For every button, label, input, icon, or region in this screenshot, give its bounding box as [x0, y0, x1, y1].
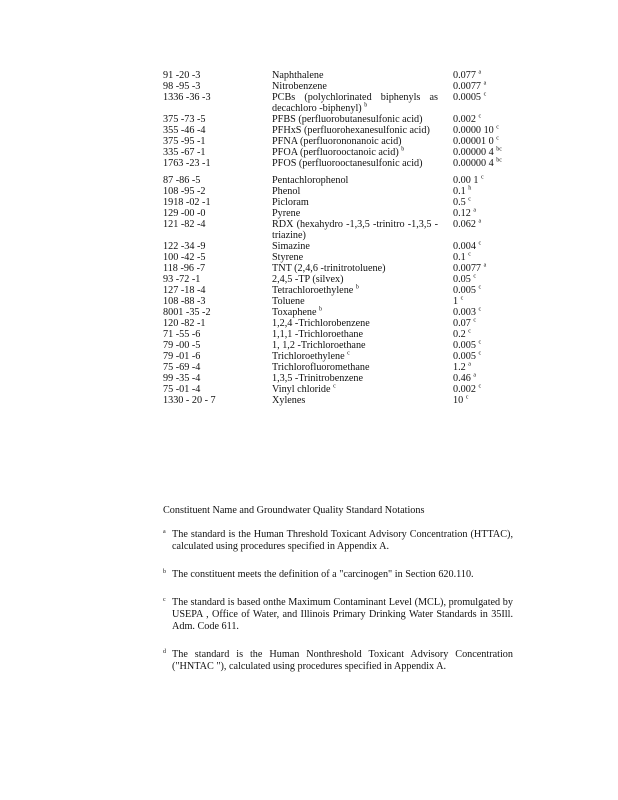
- notation-item: [163, 649, 513, 673]
- standard-value-text: 0.005: [453, 340, 476, 351]
- table-row: [163, 175, 523, 186]
- table-row: [163, 263, 523, 274]
- constituent-name: [272, 114, 438, 125]
- table-row: [163, 351, 523, 362]
- value-footnote-mark: c: [473, 317, 477, 324]
- standard-value-text: 0.0000 10: [453, 125, 494, 136]
- standard-value: [453, 384, 528, 395]
- table-row: [163, 340, 523, 351]
- table-row: [163, 285, 523, 296]
- cas-number: 355 -46 -4: [163, 125, 206, 136]
- constituent-name: [272, 318, 438, 329]
- standard-value-text: 0.077: [453, 70, 476, 81]
- constituent-name-text: Nitrobenzene: [272, 81, 327, 92]
- standard-value: [453, 296, 528, 307]
- standard-value: [453, 114, 528, 125]
- standard-value-text: 10: [453, 395, 464, 406]
- standard-value-text: 0.062: [453, 219, 476, 230]
- standard-value: [453, 70, 528, 81]
- notation-text: The standard is the Human Nonthreshold Toxicant Advisory Concentration ("HNTAC "), calculated using procedures specified in Appendix A.: [172, 649, 513, 672]
- value-footnote-mark: c: [483, 91, 487, 98]
- cas-number: 8001 -35 -2: [163, 307, 211, 318]
- table-row: [163, 241, 523, 252]
- constituent-name-text: 1, 1,2 -Trichloroethane: [272, 340, 366, 351]
- table-row: [163, 395, 523, 406]
- standard-value: [453, 263, 528, 274]
- constituent-name-text: Xylenes: [272, 395, 306, 406]
- table-row: [163, 373, 523, 384]
- standard-value-text: 0.004: [453, 241, 476, 252]
- constituent-name: [272, 70, 438, 81]
- value-footnote-mark: a: [478, 218, 482, 225]
- cas-number: 75 -01 -4: [163, 384, 201, 395]
- cas-number: 335 -67 -1: [163, 147, 206, 158]
- standard-value-text: 0.1: [453, 252, 466, 263]
- value-footnote-mark: c: [478, 339, 482, 346]
- standard-value-text: 0.0077: [453, 263, 482, 274]
- table-row: [163, 158, 523, 169]
- standard-value-text: 0.5: [453, 197, 466, 208]
- name-footnote-mark: c: [333, 383, 336, 390]
- constituent-name-text: Trichloroethylene: [272, 351, 345, 362]
- cas-number: 99 -35 -4: [163, 373, 201, 384]
- name-footnote-mark: c: [347, 350, 350, 357]
- standard-value-text: 0.005: [453, 285, 476, 296]
- notation-text: The standard is based onthe Maximum Contaminant Level (MCL), promulgated by USEPA , Office of Water, and Illinois Primary Drinking Water Standards in 35Ill. Adm. Code 611.: [172, 597, 513, 632]
- constituent-name: [272, 158, 438, 169]
- constituent-name: [272, 147, 438, 158]
- constituent-name: [272, 241, 438, 252]
- constituent-name: [272, 252, 438, 263]
- standard-value: [453, 219, 528, 230]
- standard-value-text: 0.0005: [453, 92, 482, 103]
- constituent-name-text: 2,4,5 -TP (silvex): [272, 274, 344, 285]
- standard-value-text: 0.12: [453, 208, 471, 219]
- constituent-name: [272, 395, 438, 406]
- constituent-name: [272, 175, 438, 186]
- constituent-name-text: 1,2,4 -Trichlorobenzene: [272, 318, 370, 329]
- constituent-name-text: TNT (2,4,6 -trinitrotoluene): [272, 263, 386, 274]
- standard-value: [453, 318, 528, 329]
- constituent-name: [272, 329, 438, 340]
- notation-text: The standard is the Human Threshold Toxicant Advisory Concentration (HTTAC), calculated using procedures specified in Appendix A.: [172, 529, 513, 552]
- value-footnote-mark: c: [465, 394, 469, 401]
- cas-number: 1336 -36 -3: [163, 92, 211, 103]
- value-footnote-mark: bc: [496, 146, 502, 153]
- standard-value: [453, 125, 528, 136]
- table-row: [163, 307, 523, 318]
- cas-number: 118 -96 -7: [163, 263, 206, 274]
- table-row: [163, 197, 523, 208]
- standard-value-text: 0.46: [453, 373, 471, 384]
- standard-value-text: 0.2: [453, 329, 466, 340]
- value-footnote-mark: a: [483, 80, 487, 87]
- standard-value: [453, 147, 528, 158]
- constituent-name: [272, 351, 438, 362]
- constituent-name-text: RDX (hexahydro -1,3,5 -trinitro -1,3,5 -triazine): [272, 219, 438, 241]
- cas-number: 129 -00 -0: [163, 208, 206, 219]
- name-footnote-mark: b: [401, 146, 405, 153]
- table-row: [163, 136, 523, 147]
- standard-value-text: 1: [453, 296, 459, 307]
- notation-item: [163, 597, 513, 633]
- name-footnote-mark: b: [355, 284, 359, 291]
- constituent-name-text: Trichlorofluoromethane: [272, 362, 370, 373]
- table-row: [163, 296, 523, 307]
- standard-value: [453, 197, 528, 208]
- standard-value: [453, 373, 528, 384]
- value-footnote-mark: c: [478, 306, 482, 313]
- table-row: [163, 147, 523, 158]
- standard-value: [453, 329, 528, 340]
- constituent-name: [272, 186, 438, 197]
- cas-number: 79 -00 -5: [163, 340, 201, 351]
- constituent-name: [272, 208, 438, 219]
- standard-value: [453, 136, 528, 147]
- constituent-name-text: Phenol: [272, 186, 301, 197]
- value-footnote-mark: h: [468, 185, 472, 192]
- value-footnote-mark: c: [478, 383, 482, 390]
- value-footnote-mark: c: [473, 273, 477, 280]
- cas-number: 120 -82 -1: [163, 318, 206, 329]
- standard-value-text: 0.002: [453, 114, 476, 125]
- constituent-name: [272, 81, 438, 92]
- cas-number: 93 -72 -1: [163, 274, 201, 285]
- value-footnote-mark: a: [483, 262, 487, 269]
- constituent-name-text: Tetrachloroethylene: [272, 285, 354, 296]
- constituent-name: [272, 219, 438, 241]
- table-row: [163, 70, 523, 81]
- constituent-name-text: Picloram: [272, 197, 309, 208]
- table-row: [163, 329, 523, 340]
- standard-value-text: 0.1: [453, 186, 466, 197]
- table-row: [163, 208, 523, 219]
- standard-value: [453, 362, 528, 373]
- value-footnote-mark: c: [460, 295, 464, 302]
- standard-value: [453, 81, 528, 92]
- constituent-name: [272, 307, 438, 318]
- constituent-name-text: PCBs (polychlorinated biphenyls as decachloro -biphenyl): [272, 92, 438, 114]
- notation-item: [163, 569, 513, 581]
- constituent-name: [272, 92, 438, 114]
- table-row: [163, 252, 523, 263]
- standard-value: [453, 158, 528, 169]
- constituent-name: [272, 340, 438, 351]
- cas-number: 127 -18 -4: [163, 285, 206, 296]
- cas-number: 98 -95 -3: [163, 81, 201, 92]
- cas-number: 1763 -23 -1: [163, 158, 211, 169]
- cas-number: 375 -95 -1: [163, 136, 206, 147]
- table-row: [163, 362, 523, 373]
- standard-value: [453, 92, 528, 103]
- table-row: [163, 92, 523, 114]
- standard-value: [453, 208, 528, 219]
- notation-mark: d: [163, 649, 166, 655]
- standard-value: [453, 274, 528, 285]
- standard-value: [453, 252, 528, 263]
- constituent-name-text: PFHxS (perfluorohexanesulfonic acid): [272, 125, 430, 136]
- value-footnote-mark: c: [478, 350, 482, 357]
- table-row: [163, 81, 523, 92]
- constituent-name-text: Vinyl chloride: [272, 384, 331, 395]
- cas-number: 108 -88 -3: [163, 296, 206, 307]
- cas-number: 71 -55 -6: [163, 329, 201, 340]
- notations-section: [163, 505, 513, 689]
- value-footnote-mark: c: [478, 240, 482, 247]
- constituent-name: [272, 197, 438, 208]
- constituent-name-text: Pentachlorophenol: [272, 175, 349, 186]
- constituent-name-text: Toxaphene: [272, 307, 317, 318]
- standard-value: [453, 307, 528, 318]
- value-footnote-mark: c: [478, 113, 482, 120]
- value-footnote-mark: c: [478, 284, 482, 291]
- constituent-name: [272, 296, 438, 307]
- cas-number: 100 -42 -5: [163, 252, 206, 263]
- cas-number: 79 -01 -6: [163, 351, 201, 362]
- constituent-name: [272, 263, 438, 274]
- cas-number: 122 -34 -9: [163, 241, 206, 252]
- constituent-name: [272, 373, 438, 384]
- value-footnote-mark: a: [478, 69, 482, 76]
- standard-value: [453, 395, 528, 406]
- value-footnote-mark: c: [481, 174, 484, 181]
- value-footnote-mark: a: [473, 372, 477, 379]
- constituent-name: [272, 384, 438, 395]
- value-footnote-mark: c: [468, 328, 471, 335]
- table-row: [163, 318, 523, 329]
- constituent-name-text: Styrene: [272, 252, 304, 263]
- notation-mark: a: [163, 529, 166, 535]
- constituent-name-text: Pyrene: [272, 208, 301, 219]
- notations-heading: Constituent Name and Groundwater Quality Standard Notations: [163, 505, 425, 516]
- cas-number: 108 -95 -2: [163, 186, 206, 197]
- constituent-name-text: Simazine: [272, 241, 310, 252]
- table-row: [163, 384, 523, 395]
- cas-number: 91 -20 -3: [163, 70, 201, 81]
- standard-value-text: 0.00001 0: [453, 136, 494, 147]
- standard-value-text: 0.07: [453, 318, 471, 329]
- standard-value: [453, 186, 528, 197]
- table-row: [163, 219, 523, 241]
- value-footnote-mark: c: [496, 135, 499, 142]
- notation-mark: b: [163, 569, 166, 575]
- notations-list: [163, 529, 513, 673]
- notation-mark: c: [163, 597, 166, 603]
- standard-value: [453, 175, 528, 186]
- constituent-name-text: 1,1,1 -Trichloroethane: [272, 329, 364, 340]
- cas-number: 1918 -02 -1: [163, 197, 211, 208]
- table-row: [163, 274, 523, 285]
- table-row: [163, 114, 523, 125]
- cas-number: 75 -69 -4: [163, 362, 201, 373]
- standard-value-text: 0.00000 4: [453, 158, 494, 169]
- standard-value-text: 0.005: [453, 351, 476, 362]
- cas-number: 1330 - 20 - 7: [163, 395, 216, 406]
- standard-value-text: 0.00000 4: [453, 147, 494, 158]
- standard-value-text: 0.05: [453, 274, 471, 285]
- value-footnote-mark: c: [496, 124, 499, 131]
- standard-value: [453, 340, 528, 351]
- name-footnote-mark: b: [364, 102, 368, 109]
- value-footnote-mark: c: [468, 251, 471, 258]
- constituent-name: [272, 362, 438, 373]
- standard-value-text: 0.00 1: [453, 175, 479, 186]
- constituent-name-text: PFBS (perfluorobutanesulfonic acid): [272, 114, 423, 125]
- constituent-name-text: PFNA (perfluorononanoic acid): [272, 136, 402, 147]
- cas-number: 375 -73 -5: [163, 114, 206, 125]
- table-row: [163, 125, 523, 136]
- notation-text: The constituent meets the definition of a "carcinogen" in Section 620.110.: [172, 569, 474, 580]
- cas-number: 121 -82 -4: [163, 219, 206, 230]
- value-footnote-mark: bc: [496, 157, 502, 164]
- standard-value-text: 1.2: [453, 362, 466, 373]
- table-row: [163, 186, 523, 197]
- constituent-name: [272, 125, 438, 136]
- constituent-name-text: 1,3,5 -Trinitrobenzene: [272, 373, 364, 384]
- constituent-name-text: Toluene: [272, 296, 305, 307]
- constituent-name-text: Naphthalene: [272, 70, 324, 81]
- constituent-name-text: PFOA (perfluorooctanoic acid): [272, 147, 399, 158]
- constituent-table: [163, 70, 523, 406]
- standard-value-text: 0.002: [453, 384, 476, 395]
- notation-item: [163, 529, 513, 553]
- name-footnote-mark: b: [319, 306, 323, 313]
- value-footnote-mark: a: [473, 207, 477, 214]
- value-footnote-mark: a: [468, 361, 471, 368]
- standard-value: [453, 351, 528, 362]
- standard-value-text: 0.0077: [453, 81, 482, 92]
- constituent-name: [272, 274, 438, 285]
- cas-number: 87 -86 -5: [163, 175, 201, 186]
- value-footnote-mark: c: [468, 196, 471, 203]
- constituent-name: [272, 136, 438, 147]
- constituent-name: [272, 285, 438, 296]
- constituent-name-text: PFOS (perfluorooctanesulfonic acid): [272, 158, 423, 169]
- standard-value: [453, 285, 528, 296]
- standard-value-text: 0.003: [453, 307, 476, 318]
- standard-value: [453, 241, 528, 252]
